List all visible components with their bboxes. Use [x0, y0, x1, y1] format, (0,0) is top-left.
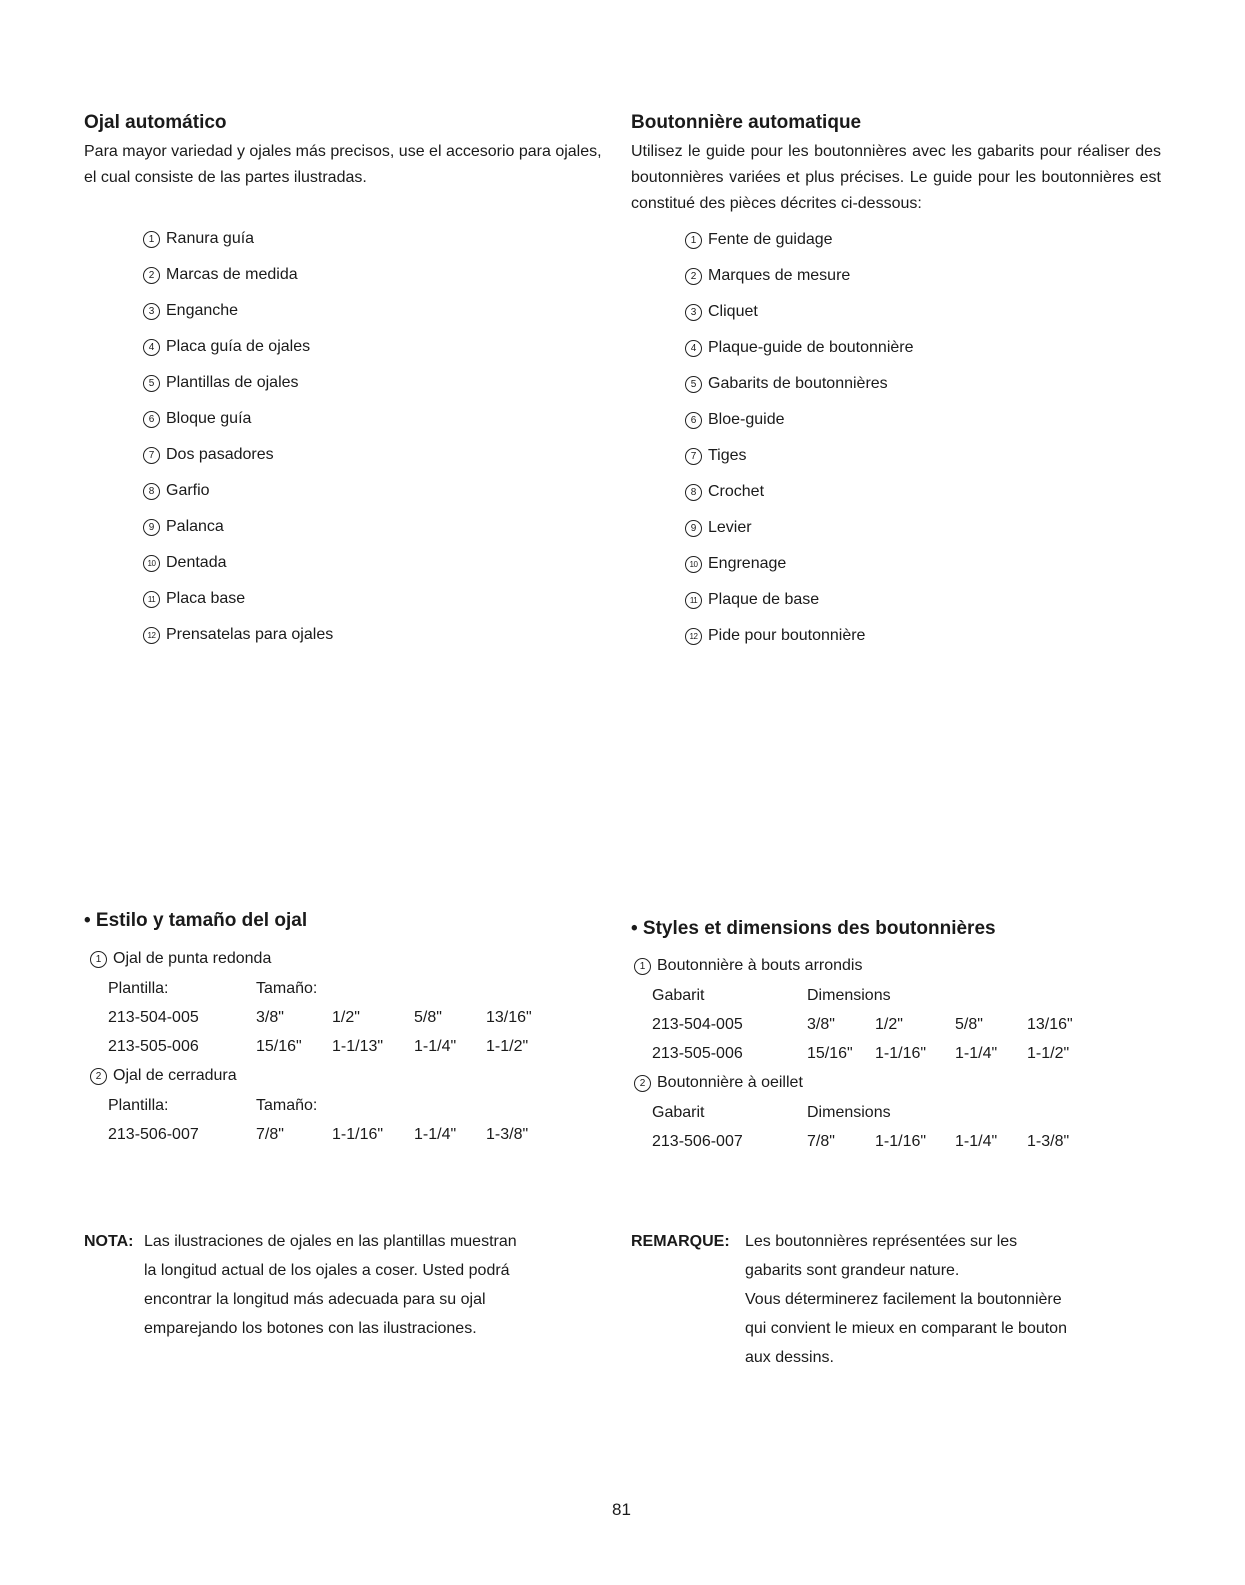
es-style-label: Ojal de punta redonda	[113, 950, 272, 967]
number-circle-icon: 6	[143, 411, 160, 428]
fr-part-label: Gabarits de boutonnières	[708, 375, 888, 392]
fr-note-line: Les boutonnières représentées sur les	[745, 1233, 1018, 1250]
es-part-item	[143, 581, 333, 617]
size-value: 5/8"	[955, 1015, 983, 1033]
fr-part-item	[685, 510, 914, 546]
fr-table-header: Dimensions	[807, 1103, 891, 1121]
number-circle-icon: 5	[685, 376, 702, 393]
fr-part-item	[685, 546, 914, 582]
es-part-item	[143, 293, 333, 329]
number-circle-icon: 1	[143, 231, 160, 248]
size-value: 1-1/13"	[332, 1037, 384, 1055]
number-circle-icon: 2	[90, 1068, 107, 1085]
size-value: 5/8"	[414, 1008, 442, 1026]
es-table-header: Plantilla:	[108, 1096, 169, 1114]
number-circle-icon: 2	[143, 267, 160, 284]
template-code: 213-504-005	[652, 1015, 743, 1033]
number-circle-icon: 9	[143, 519, 160, 536]
size-value: 1-1/4"	[414, 1037, 457, 1055]
fr-part-item	[685, 474, 914, 510]
es-part-label: Bloque guía	[166, 410, 252, 427]
number-circle-icon: 2	[634, 1075, 651, 1092]
fr-size-table	[652, 981, 1097, 1068]
es-note-line: emparejando los botones con las ilustraciones.	[144, 1320, 477, 1337]
page-number: 81	[612, 1500, 631, 1519]
number-circle-icon: 1	[90, 951, 107, 968]
template-code: 213-504-005	[108, 1008, 199, 1026]
size-value: 1/2"	[875, 1015, 903, 1033]
es-part-label: Palanca	[166, 518, 224, 535]
es-style-label: Ojal de cerradura	[113, 1067, 237, 1084]
fr-part-label: Pide pour boutonnière	[708, 627, 866, 644]
number-circle-icon: 7	[143, 447, 160, 464]
fr-style-label: Boutonnière à bouts arrondis	[657, 957, 863, 974]
size-value: 1-1/16"	[875, 1132, 927, 1150]
size-value: 13/16"	[1027, 1015, 1073, 1033]
number-circle-icon: 2	[685, 268, 702, 285]
template-code: 213-506-007	[108, 1125, 199, 1143]
es-part-label: Marcas de medida	[166, 266, 298, 283]
number-circle-icon: 3	[143, 303, 160, 320]
fr-part-label: Bloe-guide	[708, 411, 785, 428]
size-value: 1-1/4"	[955, 1044, 998, 1062]
fr-part-label: Plaque-guide de boutonnière	[708, 339, 914, 356]
template-code: 213-505-006	[652, 1044, 743, 1062]
size-value: 1-1/16"	[875, 1044, 927, 1062]
fr-part-label: Fente de guidage	[708, 231, 833, 248]
number-circle-icon: 8	[143, 483, 160, 500]
es-parts-list	[143, 221, 333, 653]
es-part-item	[143, 509, 333, 545]
fr-note-line: Vous déterminerez facilement la boutonnière	[745, 1291, 1062, 1308]
size-value: 1-3/8"	[486, 1125, 529, 1143]
fr-part-item	[685, 438, 914, 474]
es-part-label: Enganche	[166, 302, 239, 319]
size-value: 3/8"	[807, 1015, 835, 1033]
es-part-item	[143, 401, 333, 437]
fr-intro: Utilisez le guide pour les boutonnières avec les gabarits pour réaliser des boutonnières variées et plus précises. Le guide pour les boutonnières est constitué des pièces décrites ci-dessous:	[631, 143, 1161, 212]
fr-style-type	[634, 951, 1097, 981]
es-note-text	[144, 1227, 517, 1343]
es-table-header: Tamaño:	[256, 979, 318, 997]
es-note-line: la longitud actual de los ojales a coser. Usted podrá	[144, 1262, 510, 1279]
fr-note-line: gabarits sont grandeur nature.	[745, 1262, 960, 1279]
size-value: 1-1/16"	[332, 1125, 384, 1143]
es-style-type	[90, 1061, 556, 1091]
table-row	[652, 1039, 1097, 1068]
number-circle-icon: 4	[143, 339, 160, 356]
es-style-type	[90, 944, 556, 974]
fr-part-item	[685, 294, 914, 330]
fr-part-item	[685, 618, 914, 654]
es-part-label: Dentada	[166, 554, 227, 571]
fr-part-label: Tiges	[708, 447, 747, 464]
number-circle-icon: 10	[685, 556, 702, 573]
table-header-row	[652, 1098, 1097, 1127]
es-part-item	[143, 365, 333, 401]
size-value: 7/8"	[807, 1132, 835, 1150]
es-part-item	[143, 473, 333, 509]
es-part-label: Plantillas de ojales	[166, 374, 299, 391]
es-part-item	[143, 221, 333, 257]
size-value: 1-3/8"	[1027, 1132, 1070, 1150]
es-table-header: Plantilla:	[108, 979, 169, 997]
fr-part-item	[685, 366, 914, 402]
fr-styles-block	[634, 951, 1097, 1156]
fr-note-line: qui convient le mieux en comparant le bouton	[745, 1320, 1067, 1337]
fr-part-item	[685, 258, 914, 294]
size-value: 3/8"	[256, 1008, 284, 1026]
table-row	[108, 1120, 556, 1149]
fr-part-label: Levier	[708, 519, 752, 536]
number-circle-icon: 1	[634, 958, 651, 975]
size-value: 1-1/4"	[955, 1132, 998, 1150]
es-part-label: Placa guía de ojales	[166, 338, 311, 355]
es-part-item	[143, 545, 333, 581]
number-circle-icon: 5	[143, 375, 160, 392]
es-part-label: Placa base	[166, 590, 246, 607]
size-value: 1/2"	[332, 1008, 360, 1026]
number-circle-icon: 8	[685, 484, 702, 501]
number-circle-icon: 12	[143, 627, 160, 644]
number-circle-icon: 7	[685, 448, 702, 465]
fr-note	[631, 1227, 1067, 1366]
fr-part-item	[685, 582, 914, 618]
es-part-label: Ranura guía	[166, 230, 255, 247]
number-circle-icon: 3	[685, 304, 702, 321]
template-code: 213-506-007	[652, 1132, 743, 1150]
es-part-item	[143, 437, 333, 473]
fr-style-label: Boutonnière à oeillet	[657, 1074, 803, 1091]
number-circle-icon: 4	[685, 340, 702, 357]
fr-part-item	[685, 330, 914, 366]
size-value: 15/16"	[807, 1044, 853, 1062]
fr-styles-heading: • Styles et dimensions des boutonnières	[631, 918, 996, 939]
number-circle-icon: 10	[143, 555, 160, 572]
es-part-label: Garfio	[166, 482, 210, 499]
fr-note-line: aux dessins.	[745, 1349, 834, 1366]
size-value: 15/16"	[256, 1037, 302, 1055]
table-row	[108, 1003, 556, 1032]
size-value: 1-1/4"	[414, 1125, 457, 1143]
es-title: Ojal automático	[84, 112, 227, 133]
number-circle-icon: 11	[143, 591, 160, 608]
es-size-table	[108, 1091, 556, 1149]
fr-part-item	[685, 402, 914, 438]
es-intro: Para mayor variedad y ojales más precisos, use el accesorio para ojales, el cual consiste de las partes ilustradas.	[84, 143, 602, 186]
size-value: 13/16"	[486, 1008, 532, 1026]
fr-part-label: Engrenage	[708, 555, 787, 572]
fr-table-header: Gabarit	[652, 986, 705, 1004]
fr-note-text	[745, 1227, 1067, 1372]
fr-table-header: Gabarit	[652, 1103, 705, 1121]
size-value: 1-1/2"	[1027, 1044, 1070, 1062]
table-row	[652, 1010, 1097, 1039]
es-note-line: Las ilustraciones de ojales en las plantillas muestran	[144, 1233, 517, 1250]
size-value: 7/8"	[256, 1125, 284, 1143]
fr-parts-list	[685, 222, 914, 654]
fr-part-label: Marques de mesure	[708, 267, 851, 284]
fr-size-table	[652, 1098, 1097, 1156]
es-part-item	[143, 617, 333, 653]
fr-part-label: Cliquet	[708, 303, 758, 320]
es-note-line: encontrar la longitud más adecuada para su ojal	[144, 1291, 486, 1308]
fr-part-label: Crochet	[708, 483, 765, 500]
number-circle-icon: 12	[685, 628, 702, 645]
fr-table-header: Dimensions	[807, 986, 891, 1004]
es-size-table	[108, 974, 556, 1061]
number-circle-icon: 1	[685, 232, 702, 249]
es-styles-heading: • Estilo y tamaño del ojal	[84, 910, 308, 931]
fr-style-type	[634, 1068, 1097, 1098]
es-part-label: Prensatelas para ojales	[166, 626, 334, 643]
es-table-header: Tamaño:	[256, 1096, 318, 1114]
number-circle-icon: 9	[685, 520, 702, 537]
fr-part-item	[685, 222, 914, 258]
fr-note-label: REMARQUE:	[631, 1233, 730, 1250]
table-row	[108, 1032, 556, 1061]
table-header-row	[108, 974, 556, 1003]
size-value: 1-1/2"	[486, 1037, 529, 1055]
es-part-item	[143, 257, 333, 293]
number-circle-icon: 6	[685, 412, 702, 429]
template-code: 213-505-006	[108, 1037, 199, 1055]
es-note-label: NOTA:	[84, 1233, 134, 1250]
table-row	[652, 1127, 1097, 1156]
es-note	[84, 1227, 517, 1337]
fr-part-label: Plaque de base	[708, 591, 820, 608]
fr-title: Boutonnière automatique	[631, 112, 862, 133]
es-part-label: Dos pasadores	[166, 446, 274, 463]
es-styles-block	[90, 944, 556, 1149]
number-circle-icon: 11	[685, 592, 702, 609]
es-part-item	[143, 329, 333, 365]
table-header-row	[652, 981, 1097, 1010]
table-header-row	[108, 1091, 556, 1120]
